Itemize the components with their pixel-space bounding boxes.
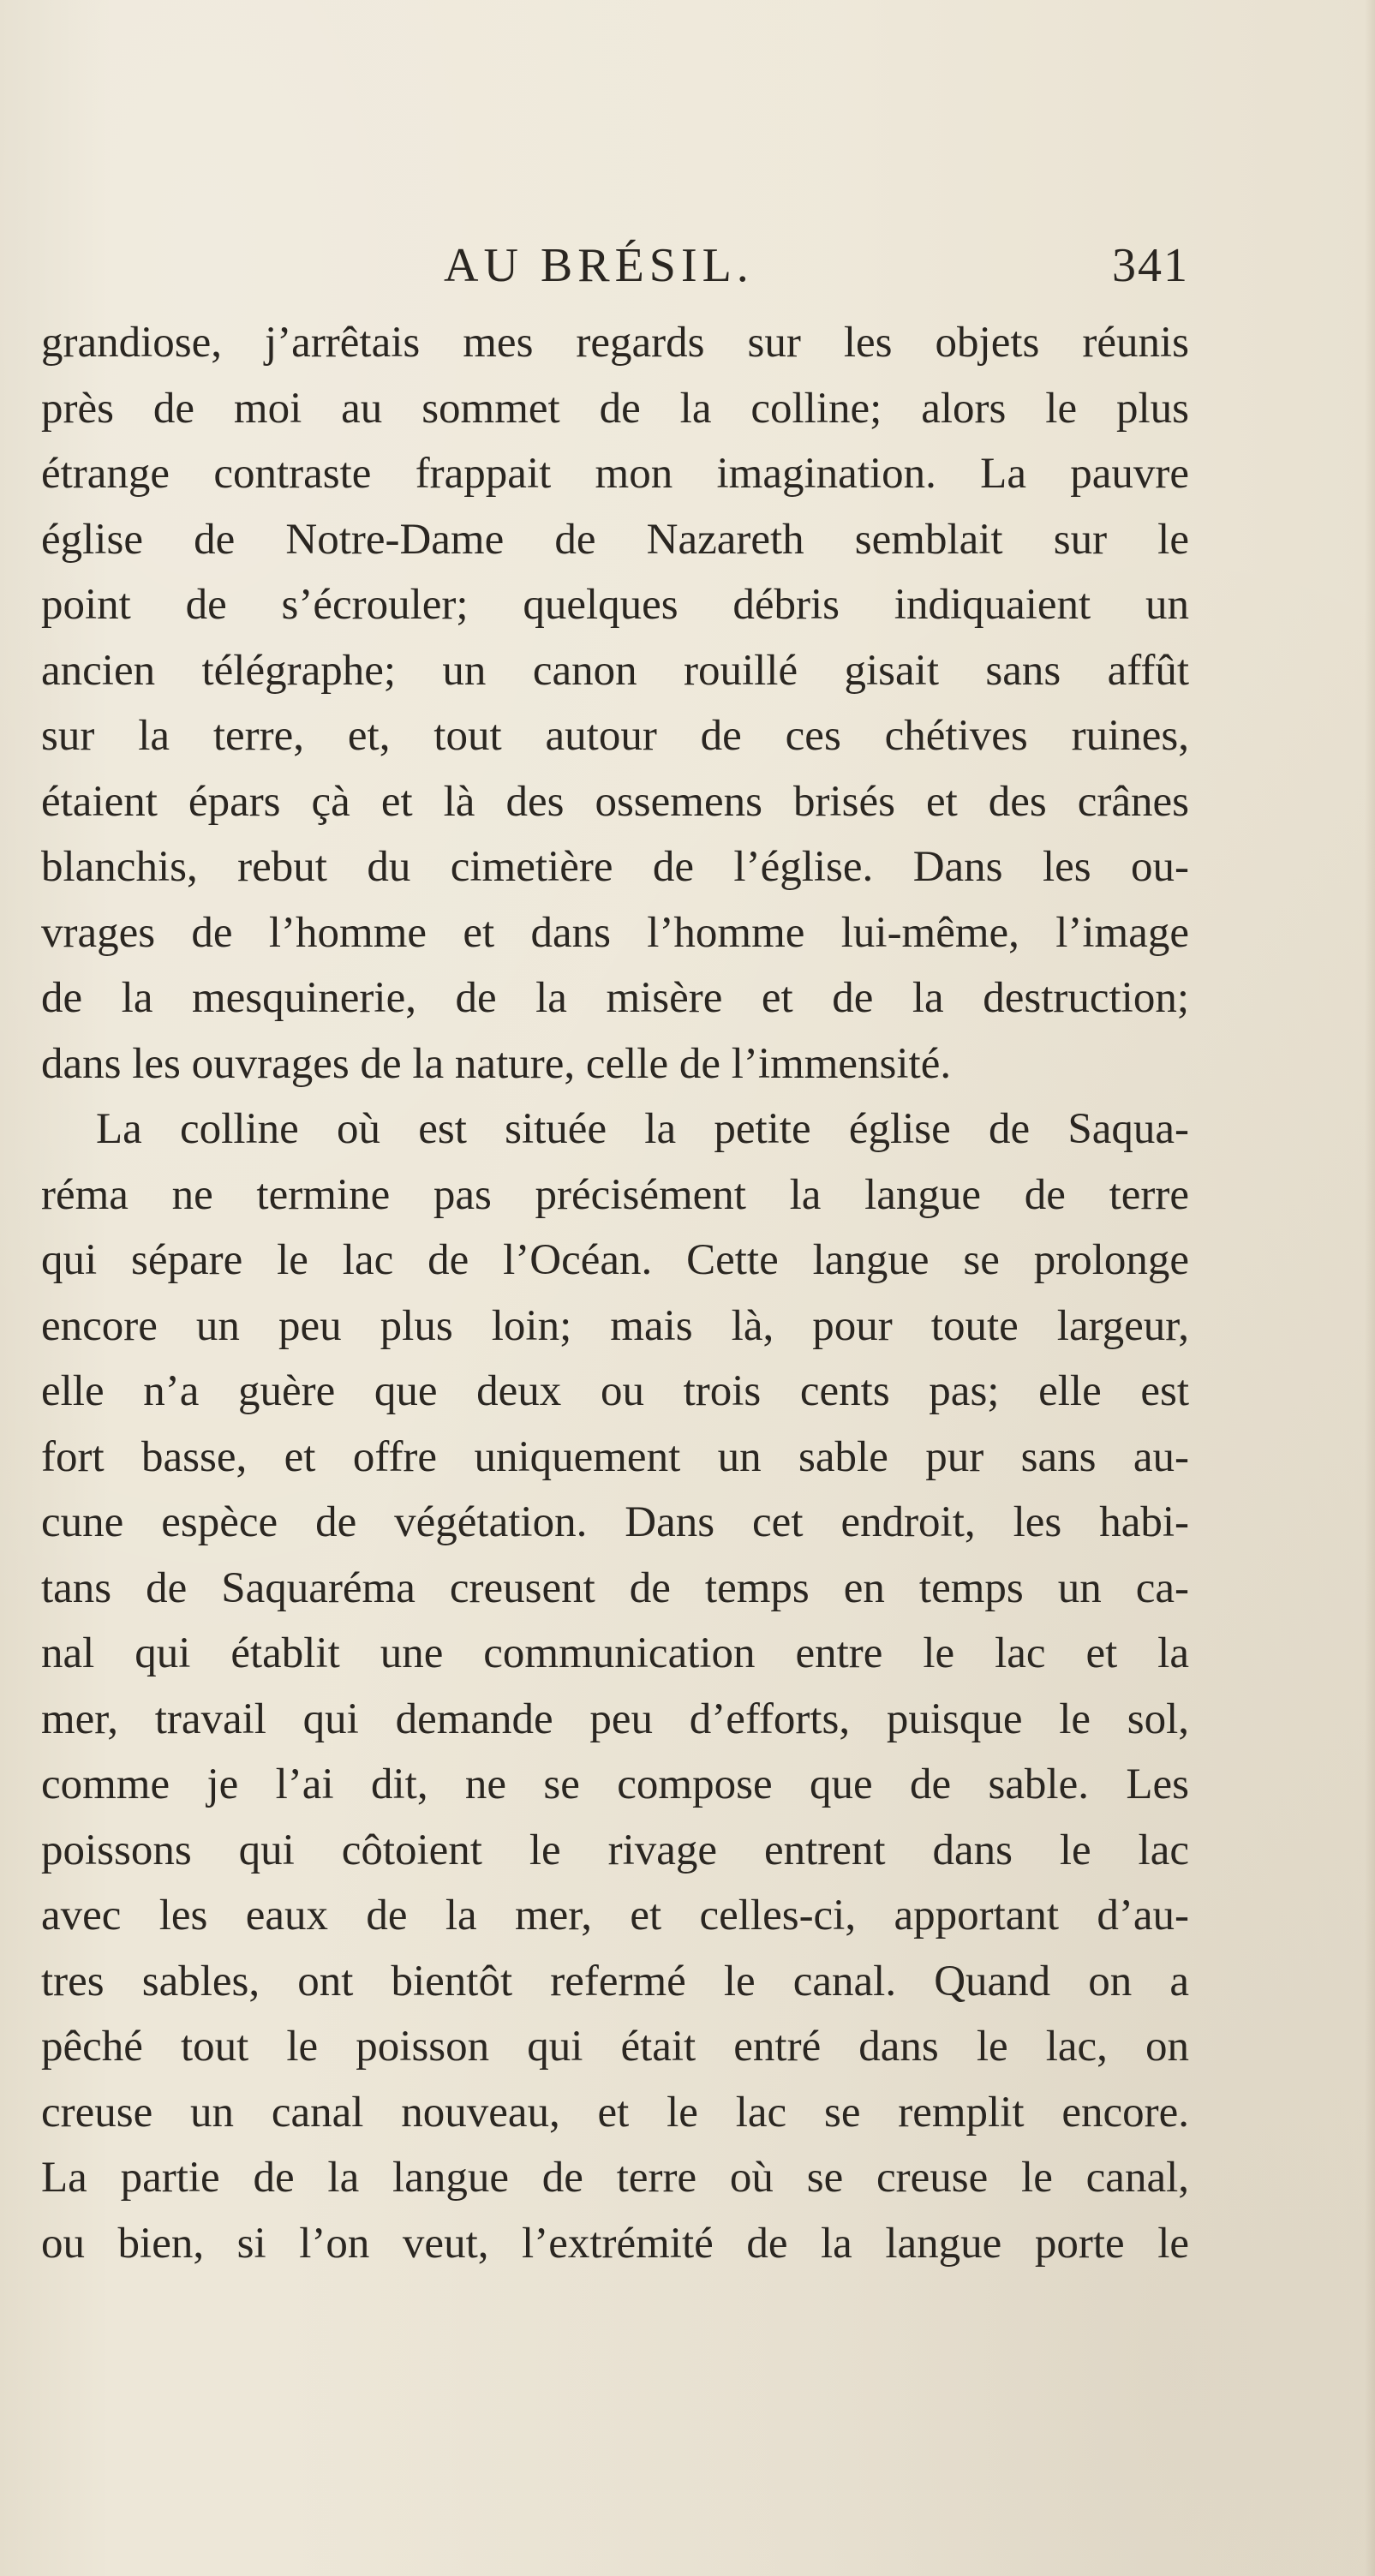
text-line: encore un peu plus loin; mais là, pour toute largeur, [41,1301,1189,1350]
text-line: avec les eaux de la mer, et celles-ci, apportant d’au- [41,1892,1189,1939]
text-line: église de Notre-Dame de Nazareth semblait sur le [41,515,1189,564]
paragraph-2 [41,1097,1189,2276]
text-line: cune espèce de végétation. Dans cet endroit, les habi- [41,1498,1189,1546]
page-number: 341 [1112,239,1189,292]
text-line: nal qui établit une communication entre le lac et la [41,1629,1189,1677]
text-line: ancien télégraphe; un canon rouillé gisait sans affût [41,646,1189,695]
paragraph-1 [41,310,1189,1097]
text-line: ou bien, si l’on veut, l’extrémité de la langue porte le [41,2219,1189,2268]
text-line: poissons qui côtoient le rivage entrent dans le lac [41,1826,1189,1874]
text-line: dans les ouvrages de la nature, celle de l’immensité. [41,1039,952,1088]
text-line: de la mesquinerie, de la misère et de la destruction; [41,974,1189,1022]
text-line: creuse un canal nouveau, et le lac se remplit encore. [41,2088,1189,2137]
text-line: tans de Saquaréma creusent de temps en temps un ca- [41,1563,1189,1612]
text-line: tres sables, ont bientôt refermé le canal. Quand on a [41,1957,1189,2005]
text-line: comme je l’ai dit, ne se compose que de sable. Les [41,1760,1189,1808]
text-line: La colline où est située la petite église de Saqua- [96,1105,1189,1153]
text-line: fort basse, et offre uniquement un sable pur sans au- [41,1432,1189,1481]
text-line: étrange contraste frappait mon imagination. La pauvre [41,450,1189,498]
text-line: mer, travail qui demande peu d’efforts, puisque le sol, [41,1694,1189,1743]
text-line: sur la terre, et, tout autour de ces chétives ruines, [41,712,1189,760]
text-line: elle n’a guère que deux ou trois cents pas; elle est [41,1367,1189,1415]
running-head [41,231,1189,300]
text-line: étaient épars çà et là des ossemens brisés et des crânes [41,777,1189,826]
text-line: blanchis, rebut du cimetière de l’église. Dans les ou- [41,843,1189,891]
text-line: qui sépare le lac de l’Océan. Cette langue se prolonge [41,1236,1189,1284]
text-line: La partie de la langue de terre où se creuse le canal, [41,2154,1189,2202]
text-line: près de moi au sommet de la colline; alors le plus [41,384,1189,433]
page-edge-shadow [1365,0,1375,2576]
text-line: réma ne termine pas précisément la langue de terre [41,1170,1189,1219]
text-line: vrages de l’homme et dans l’homme lui-même, l’image [41,908,1189,957]
text-line: point de s’écrouler; quelques débris indiquaient un [41,581,1189,629]
body-text [41,310,1189,2276]
text-line: pêché tout le poisson qui était entré dans le lac, on [41,2023,1189,2071]
text-line: grandiose, j’arrêtais mes regards sur les objets réunis [41,319,1189,367]
running-title: AU BRÉSIL. [444,239,754,292]
